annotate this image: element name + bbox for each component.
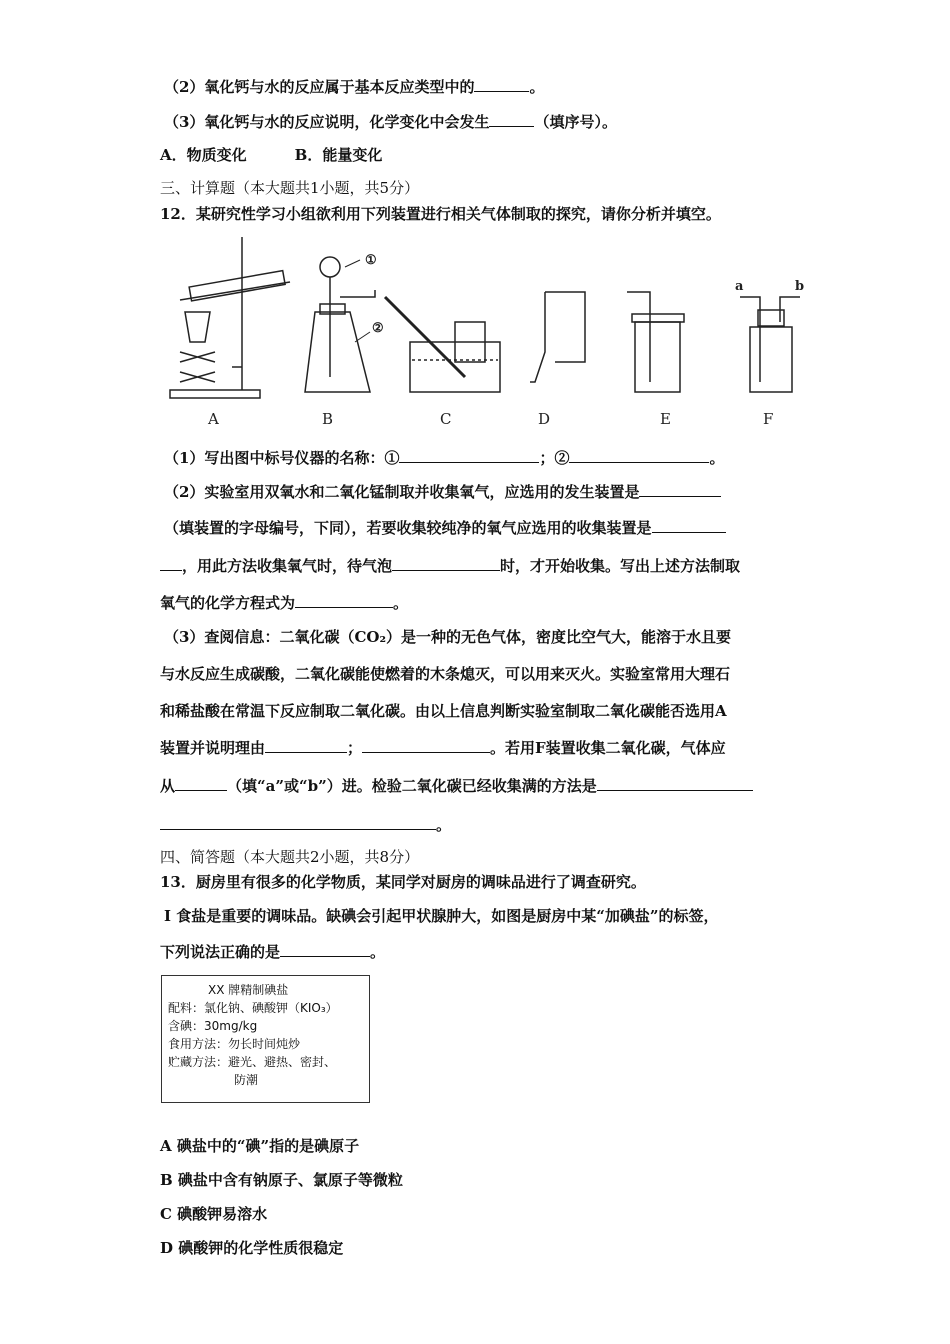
q12-part3-line3: 和稀盐酸在常温下反应制取二氧化碳。由以上信息判断实验室制取二氧化碳能否选用A bbox=[160, 702, 727, 720]
option-b: B．能量变化 bbox=[294, 146, 383, 164]
text: 氧气的化学方程式为 bbox=[160, 594, 296, 612]
text: （填装置的字母编号，下同），若要收集较纯净的氧气应选用的收集装置是 bbox=[164, 519, 652, 537]
q12-part2-line3 bbox=[160, 556, 740, 576]
answer-blank[interactable] bbox=[160, 815, 436, 830]
answer-blank[interactable] bbox=[639, 482, 721, 497]
apparatus-c bbox=[385, 297, 500, 392]
apparatus-b bbox=[305, 253, 384, 392]
mark-1: ① bbox=[365, 253, 377, 268]
answer-blank[interactable] bbox=[597, 776, 753, 791]
answer-blank[interactable] bbox=[652, 518, 726, 533]
text: 。 bbox=[436, 816, 452, 834]
answer-blank[interactable] bbox=[399, 448, 539, 463]
label-f: F bbox=[763, 410, 774, 428]
label-usage: 食用方法：勿长时间炖炒 bbox=[168, 1037, 301, 1051]
label-ingredients: 配料：氯化钠、碘酸钾（KIO₃） bbox=[168, 1001, 338, 1015]
option-a: A．物质变化 bbox=[160, 146, 247, 164]
q11-part3 bbox=[164, 112, 617, 132]
text: （2）氧化钙与水的反应属于基本反应类型中的 bbox=[164, 78, 475, 96]
q13-question bbox=[160, 942, 385, 962]
q11-part2 bbox=[164, 77, 544, 97]
q12-part2-line4 bbox=[160, 593, 408, 613]
q13-option-c: C 碘酸钾易溶水 bbox=[160, 1205, 268, 1223]
port-a-label: a bbox=[735, 279, 744, 294]
apparatus-f bbox=[735, 279, 804, 392]
mark-2: ② bbox=[372, 321, 384, 336]
section-3-heading: 三、计算题（本大题共1小题，共5分） bbox=[160, 179, 420, 197]
text: 。 bbox=[393, 594, 409, 612]
label-e: E bbox=[660, 410, 671, 428]
answer-blank[interactable] bbox=[160, 556, 182, 571]
text: （2）实验室用双氧水和二氧化锰制取并收集氧气，应选用的发生装置是 bbox=[164, 483, 640, 501]
text: （3）氧化钙与水的反应说明，化学变化中会发生 bbox=[164, 113, 490, 131]
text: （填“a”或“b”）进。检验二氧化碳已经收集满的方法是 bbox=[227, 777, 597, 795]
text: 从 bbox=[160, 777, 176, 795]
q12-stem: 12．某研究性学习小组欲利用下列装置进行相关气体制取的探究，请你分析并填空。 bbox=[160, 205, 721, 223]
answer-blank[interactable] bbox=[295, 593, 393, 608]
text: 。 bbox=[529, 78, 545, 96]
label-storage: 贮藏方法：避光、避热、密封、 bbox=[168, 1055, 337, 1069]
text: 。若用F装置收集二氧化碳，气体应 bbox=[490, 739, 726, 757]
text: 。 bbox=[370, 943, 386, 961]
text: 。 bbox=[709, 449, 725, 467]
apparatus-a bbox=[170, 237, 290, 398]
apparatus-d bbox=[530, 292, 585, 382]
section-4-heading: 四、简答题（本大题共2小题，共8分） bbox=[160, 848, 420, 866]
answer-blank[interactable] bbox=[362, 738, 490, 753]
answer-blank[interactable] bbox=[474, 77, 529, 92]
text: 下列说法正确的是 bbox=[160, 943, 281, 961]
text: （1）写出图中标号仪器的名称：① bbox=[164, 449, 400, 467]
apparatus-e bbox=[627, 292, 684, 392]
text: 装置并说明理由 bbox=[160, 739, 266, 757]
apparatus-figure bbox=[160, 232, 810, 432]
answer-blank[interactable] bbox=[489, 112, 534, 127]
label-storage-cont: 防潮 bbox=[234, 1073, 259, 1087]
answer-blank[interactable] bbox=[392, 556, 500, 571]
text: ；② bbox=[539, 449, 570, 467]
q12-part3-line5 bbox=[160, 776, 753, 796]
q12-part3-line1: （3）查阅信息：二氧化碳（CO₂）是一种的无色气体，密度比空气大，能溶于水且要 bbox=[164, 628, 732, 646]
q13-option-d: D 碘酸钾的化学性质很稳定 bbox=[160, 1239, 344, 1257]
answer-blank[interactable] bbox=[569, 448, 709, 463]
label-title: XX 牌精制碘盐 bbox=[208, 983, 289, 997]
q13-option-a: A 碘盐中的“碘”指的是碘原子 bbox=[160, 1137, 360, 1155]
text: ； bbox=[347, 739, 363, 757]
q12-part2-line2 bbox=[164, 518, 726, 538]
q11-options bbox=[160, 145, 382, 165]
text: ，用此方法收集氧气时，待气泡 bbox=[182, 557, 393, 575]
label-b: B bbox=[322, 410, 334, 428]
q12-part1 bbox=[164, 448, 724, 468]
answer-blank[interactable] bbox=[265, 738, 347, 753]
label-c: C bbox=[440, 410, 452, 428]
text: 时，才开始收集。写出上述方法制取 bbox=[500, 557, 741, 575]
q12-part3-line6 bbox=[160, 815, 451, 835]
answer-blank[interactable] bbox=[175, 776, 227, 791]
q12-part2-line1 bbox=[164, 482, 721, 502]
q13-option-b: B 碘盐中含有钠原子、氯原子等微粒 bbox=[160, 1171, 403, 1189]
label-a: A bbox=[208, 410, 219, 428]
q13-stem: 13．厨房里有很多的化学物质，某同学对厨房的调味品进行了调查研究。 bbox=[160, 873, 646, 891]
q12-part3-line2: 与水反应生成碳酸，二氧化碳能使燃着的木条熄灭，可以用来灭火。实验室常用大理石 bbox=[160, 665, 731, 683]
answer-blank[interactable] bbox=[280, 942, 370, 957]
text: （填序号）。 bbox=[534, 113, 617, 131]
q13-part1: Ⅰ 食盐是重要的调味品。缺碘会引起甲状腺肿大，如图是厨房中某“加碘盐”的标签， bbox=[164, 907, 719, 925]
label-iodine-content: 含碘：30mg/kg bbox=[168, 1019, 258, 1033]
q12-part3-line4 bbox=[160, 738, 726, 758]
port-b-label: b bbox=[795, 279, 805, 294]
iodized-salt-label bbox=[161, 975, 370, 1103]
label-d: D bbox=[538, 410, 551, 428]
